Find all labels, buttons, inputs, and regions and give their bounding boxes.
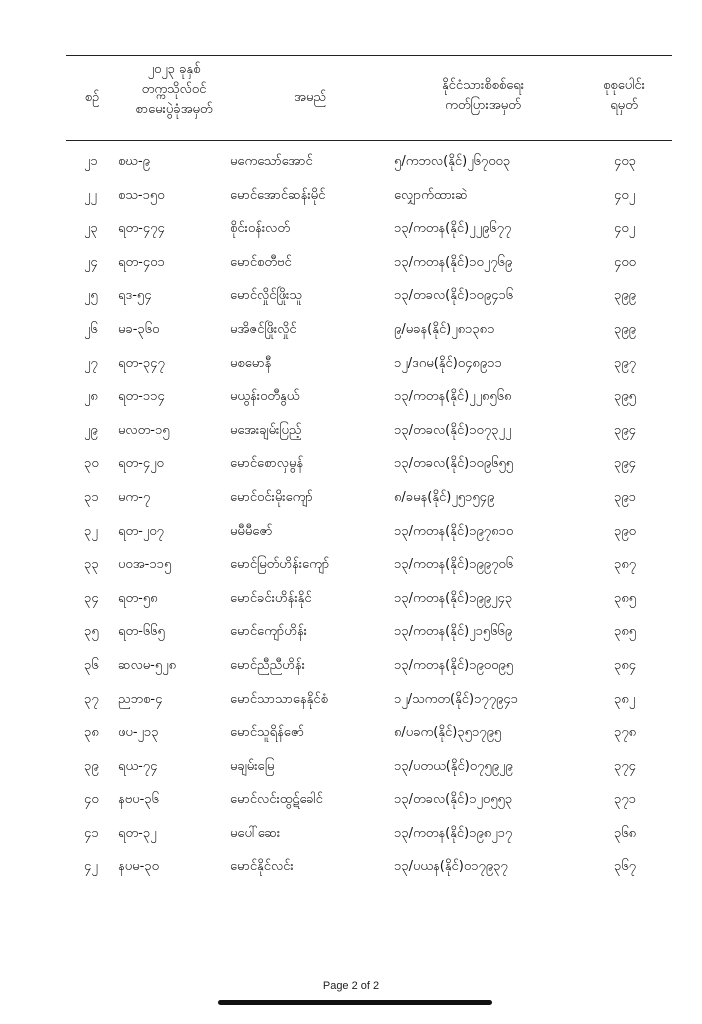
row-name: မောင်လင်းထွဋ်ခေါင် — [230, 792, 323, 808]
row-roll: နဗပ-၃၆ — [118, 792, 159, 808]
row-roll: စဃ-၉ — [118, 154, 150, 169]
row-roll: ရတ-၄၇၄ — [118, 221, 165, 237]
row-no: ၃၀ — [84, 456, 99, 472]
row-no: ၂၈ — [84, 389, 98, 405]
table-row — [66, 313, 672, 347]
row-nrc: ၁၃/ပတယ(နိုင်)၀၇၅၉၂၉ — [394, 758, 513, 774]
row-roll: မလတ-၁၅ — [118, 422, 170, 438]
row-no: ၂၉ — [84, 422, 98, 438]
row-no: ၃၁ — [84, 489, 99, 505]
row-total: ၃၈၅ — [614, 590, 637, 606]
row-name: မကေသော်အောင် — [230, 154, 313, 169]
row-name: မောင်လှိုင်ဖြိုးသူ — [230, 288, 302, 304]
row-nrc: ၈/ခမန(နိုင်)၂၅၁၅၄၉ — [394, 489, 495, 505]
row-nrc: ၁၃/ကတန(နိုင်)၁၉၈၂၁၇ — [394, 825, 513, 841]
row-no: ၄၂ — [84, 859, 98, 875]
row-no: ၂၇ — [84, 355, 98, 371]
header-total-line1: စုစုပေါင်း — [603, 78, 645, 93]
header-nrc — [390, 76, 576, 116]
header-roll — [118, 60, 230, 120]
row-no: ၃၄ — [84, 590, 99, 606]
row-nrc: ၁၃/ကတန(နိုင်)၁၉၉၇၀၆ — [394, 557, 514, 573]
row-name: မအေးချမ်းပြည့် — [230, 422, 302, 438]
header-name-label: အမည် — [294, 90, 326, 105]
row-no: ၂၃ — [84, 221, 98, 237]
row-roll: ရဒ-၅၄ — [118, 288, 152, 304]
row-nrc: ၁၂/သကတ(နိုင်)၁၇၇၉၄၁ — [394, 691, 518, 707]
row-no: ၃၈ — [84, 725, 99, 741]
row-name: မမီမီဇော် — [230, 523, 273, 539]
row-nrc: ၁၃/တခလ(နိုင်)၁၀၉၆၅၅ — [394, 456, 514, 472]
header-roll-line3: စာမေးပွဲခုံအမှတ် — [135, 102, 213, 117]
table-row — [66, 347, 672, 381]
home-indicator[interactable] — [218, 1000, 492, 1005]
row-roll: ဖပ-၂၁၃ — [118, 725, 159, 741]
table-row — [66, 850, 672, 884]
row-nrc: ၁၃/ကတန(နိုင်)၁၉၀၀၉၅ — [394, 657, 514, 673]
row-nrc: ၅/ကဘလ(နိုင်)၂၆၇၀၀၃ — [394, 154, 511, 169]
row-roll: ရတ-၃၄၇ — [118, 355, 165, 371]
row-total: ၃၉၄ — [614, 456, 636, 472]
row-no: ၃၃ — [84, 557, 99, 573]
table-row — [66, 145, 672, 179]
row-nrc: ၁၃/တခလ(နိုင်)၁၀၇၃၂၂ — [394, 422, 512, 438]
row-roll: ရတ-၆၆၅ — [118, 624, 165, 640]
row-nrc: ၁၃/ကတန(နိုင်)၂၂၉၆၇၇ — [394, 221, 512, 237]
row-total: ၃၉၄ — [614, 422, 636, 438]
header-total-line2: ရမှတ် — [610, 98, 638, 113]
table-row — [66, 615, 672, 649]
row-no: ၃၆ — [84, 657, 99, 673]
header-nrc-line2: ကတ်ပြားအမှတ် — [445, 98, 521, 113]
row-no: ၄၀ — [84, 792, 99, 808]
row-total: ၃၉၀ — [614, 523, 636, 539]
row-no: ၂၅ — [84, 288, 98, 304]
table-row — [66, 817, 672, 851]
row-total: ၄၀၂ — [614, 187, 636, 203]
row-name: မောင်ညီညီဟိန်း — [230, 657, 305, 673]
row-name: မောင်ခင်းဟိန်းနိုင် — [230, 590, 312, 606]
row-roll: မခ-၃၆၀ — [118, 321, 160, 337]
header-total — [576, 76, 672, 116]
header-no — [66, 88, 118, 108]
row-name: မအိဇင်ဖြိုးလှိုင် — [230, 321, 297, 337]
row-no: ၃၅ — [84, 624, 99, 640]
row-name: မောင်အောင်ဆန်းမိုင် — [230, 187, 326, 203]
row-total: ၃၈၂ — [614, 691, 636, 707]
row-nrc: ၁၃/တခလ(နိုင်)၁၀၉၄၁၆ — [394, 288, 514, 304]
table-row — [66, 179, 672, 213]
table-row — [66, 649, 672, 683]
row-roll: ရတ-၄၀၁ — [118, 254, 165, 270]
row-nrc: ၁၃/ပယန(နိုင်)၀၁၇၉၃၇ — [394, 859, 508, 875]
table-row — [66, 279, 672, 313]
row-no: ၄၁ — [84, 825, 99, 841]
row-roll: ရတ-၅၈ — [118, 590, 158, 606]
row-nrc: ၁၃/ကတန(နိုင်)၁၉၉၂၄၃ — [394, 590, 513, 606]
table-row — [66, 246, 672, 280]
row-nrc: ၁၃/ကတန(နိုင်)၂၂၈၅၆၈ — [394, 389, 512, 405]
row-roll: ရတ-၂၀၇ — [118, 523, 164, 539]
row-nrc: ၁၃/ကတန(နိုင်)၁၀၂၇၆၉ — [394, 254, 513, 270]
row-total: ၃၇၈ — [614, 725, 637, 741]
row-roll: ရတ-၄၂၀ — [118, 456, 164, 472]
row-name: မောင်သူရိန်ဇော် — [230, 725, 304, 741]
row-name: မောင်မြတ်ဟိန်းကျော် — [230, 557, 330, 573]
row-total: ၃၉၉ — [614, 321, 636, 337]
row-name: မောင်စတီဗင် — [230, 254, 292, 270]
table-row — [66, 548, 672, 582]
row-no: ၃၉ — [84, 758, 99, 774]
row-total: ၃၇၁ — [614, 792, 636, 808]
results-table-body — [66, 145, 672, 884]
row-no: ၃၂ — [84, 523, 98, 539]
row-roll: ရတ-၁၁၄ — [118, 389, 165, 405]
row-nrc: ၁၃/ကတန(နိုင်)၂၁၅၆၆၉ — [394, 624, 513, 640]
header-roll-line1: ၂၀၂၃ ခုနှစ် — [147, 62, 201, 77]
row-nrc: ၈/ပခက(နိုင်)၃၅၁၇၉၅ — [394, 725, 502, 741]
table-row — [66, 582, 672, 616]
row-total: ၃၈၄ — [614, 657, 637, 673]
row-no: ၃၇ — [84, 691, 99, 707]
header-nrc-line1: နိုင်ငံသားစိစစ်ရေး — [441, 78, 525, 93]
page-number: Page 2 of 2 — [322, 980, 380, 992]
table-top-rule — [66, 55, 672, 56]
header-no-label: စဉ် — [84, 90, 100, 105]
header-roll-line2: တက္ကသိုလ်ဝင် — [141, 82, 207, 97]
row-no: ၂၁ — [84, 154, 98, 169]
row-name: မစမောနီ — [230, 355, 272, 371]
row-total: ၃၉၇ — [614, 355, 636, 371]
table-row — [66, 414, 672, 448]
row-total: ၃၈၇ — [614, 557, 637, 573]
table-row — [66, 750, 672, 784]
table-row — [66, 212, 672, 246]
row-name: စိုင်းဝန်းလတ် — [230, 221, 290, 237]
table-row — [66, 783, 672, 817]
table-row — [66, 481, 672, 515]
row-roll: ပဝအ-၁၁၅ — [118, 557, 172, 573]
row-roll: စသ-၁၅၀ — [118, 187, 165, 203]
row-total: ၃၈၅ — [614, 624, 637, 640]
row-total: ၃၉၁ — [614, 489, 636, 505]
row-total: ၃၉၅ — [614, 389, 636, 405]
row-total: ၄၀၃ — [614, 154, 636, 169]
table-row — [66, 716, 672, 750]
table-row — [66, 515, 672, 549]
header-name — [230, 88, 390, 108]
row-name: မောင်စောလှမွန် — [230, 456, 304, 472]
row-total: ၃၆၈ — [614, 825, 637, 841]
row-total: ၄၀၀ — [614, 254, 636, 270]
row-roll: ဆလမ-၅၂၈ — [118, 657, 176, 673]
row-name: မချမ်းမြေ — [230, 758, 275, 774]
row-nrc: ၁၃/ကတန(နိုင်)၁၉၇၈၁၀ — [394, 523, 514, 539]
row-no: ၂၆ — [84, 321, 98, 337]
row-roll: ရယ-၇၄ — [118, 758, 158, 774]
row-total: ၃၉၉ — [614, 288, 636, 304]
row-nrc: ၁၃/တခလ(နိုင်)၁၂၀၅၅၃ — [394, 792, 513, 808]
row-name: မောင်ဝင်းမိုးကျော် — [230, 489, 313, 505]
row-roll: ညဘစ-၄ — [118, 691, 163, 707]
row-no: ၂၄ — [84, 254, 98, 270]
row-total: ၃၇၄ — [614, 758, 636, 774]
row-name: မောင်ကျော်ဟိန်း — [230, 624, 307, 640]
table-row — [66, 447, 672, 481]
row-nrc: လျှောက်ထားဆဲ — [394, 187, 468, 203]
row-name: မပေါ်ဆေး — [230, 825, 281, 841]
row-nrc: ၁၂/ဒဂမ(နိုင်)၀၄၈၉၁၁ — [394, 355, 502, 371]
row-roll: ရတ-၃၂ — [118, 825, 157, 841]
row-nrc: ၉/မခန(နိုင်)၂၈၁၃၈၁ — [394, 321, 495, 337]
table-row — [66, 380, 672, 414]
row-name: မောင်သာသာနေနိုင်စံ — [230, 691, 328, 707]
row-name: မယွန်းဝတီနွယ် — [230, 389, 300, 405]
row-name: မောင်နိုင်လင်း — [230, 859, 294, 875]
row-total: ၃၆၇ — [614, 859, 636, 875]
table-row — [66, 683, 672, 717]
table-header-rule — [66, 140, 672, 141]
row-total: ၄၀၂ — [614, 221, 636, 237]
row-no: ၂၂ — [84, 187, 97, 203]
row-roll: နပမ-၃၀ — [118, 859, 159, 875]
row-roll: မက-၇ — [118, 489, 151, 505]
